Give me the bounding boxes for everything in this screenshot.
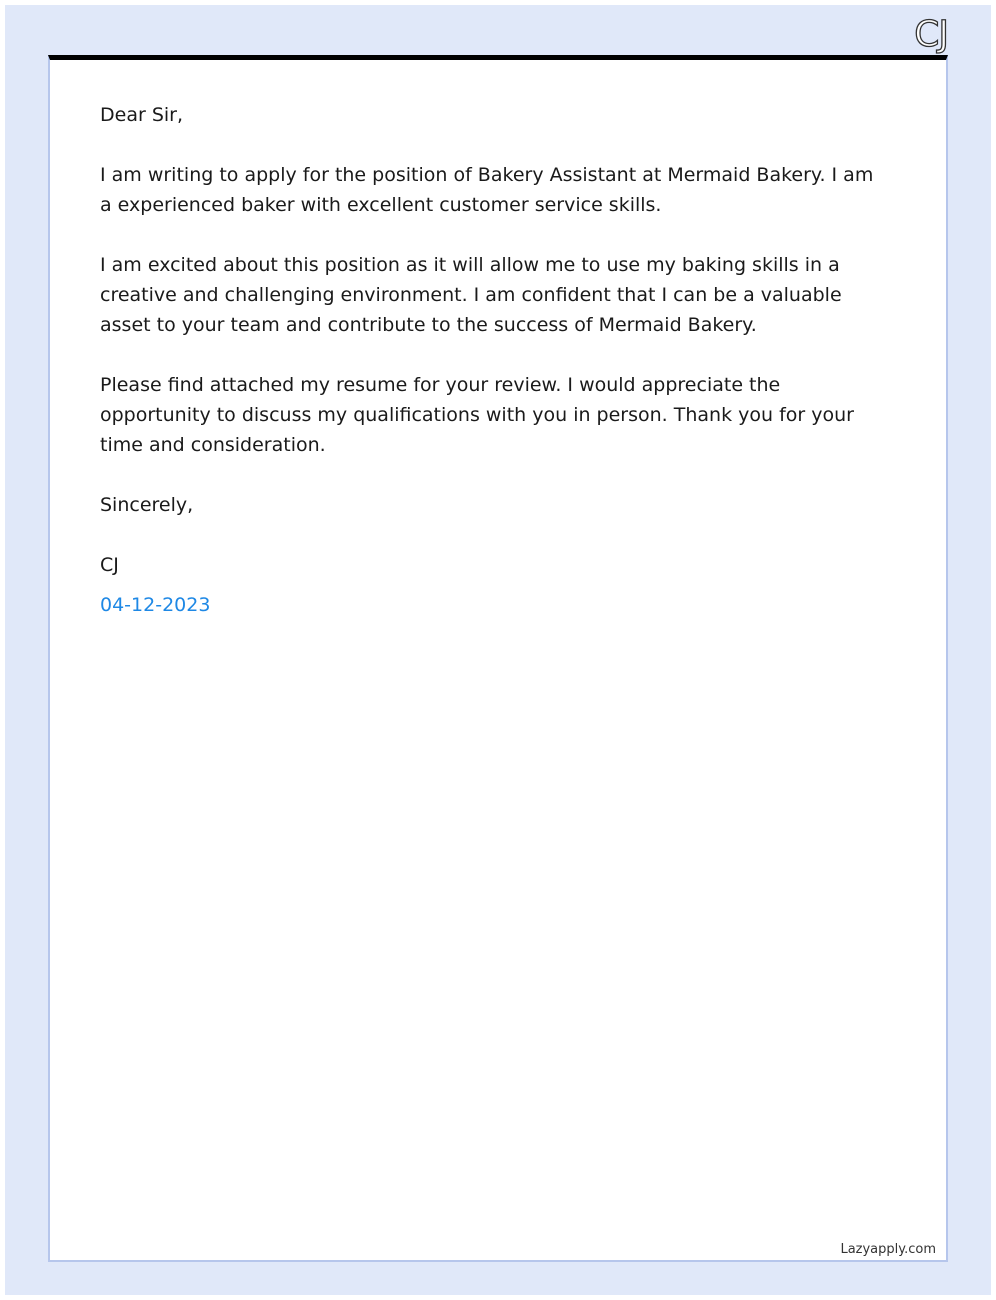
brand-watermark[interactable]: Lazyapply.com: [840, 1242, 936, 1257]
monogram-logo: CJ: [914, 14, 948, 55]
paragraph-motivation: I am excited about this position as it will allow me to use my baking skills in a creative and challenging environment. I am confident that I can be a valuable asset to your team and contribute to the success of Mermaid Bakery.: [100, 254, 842, 336]
letter-date: 04-12-2023: [100, 594, 211, 616]
signature: CJ: [100, 554, 119, 576]
letter-page: [48, 55, 948, 1262]
salutation: Dear Sir,: [100, 104, 184, 126]
paragraph-intro: I am writing to apply for the position of Bakery Assistant at Mermaid Bakery. I am a experienced baker with excellent customer service skills.: [100, 164, 874, 216]
paragraph-closing: Please find attached my resume for your review. I would appreciate the opportunity to discuss my qualifications with you in person. Thank you for your time and consideration.: [100, 374, 854, 456]
closing: Sincerely,: [100, 494, 194, 516]
cover-letter-body: [100, 100, 890, 620]
